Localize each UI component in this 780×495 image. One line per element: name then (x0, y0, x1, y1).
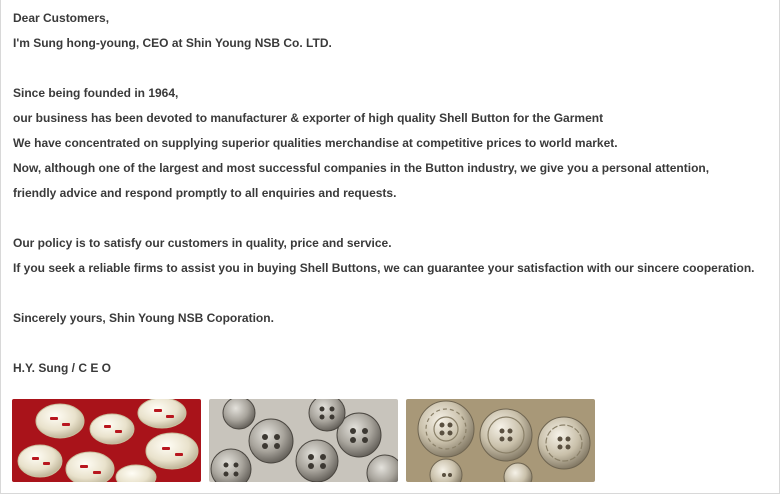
shell-button-photo-carved (406, 399, 595, 482)
intro-line: I'm Sung hong-young, CEO at Shin Young NSB Co. LTD. (13, 36, 332, 50)
blank-line (13, 56, 773, 81)
button-photo-gallery (12, 399, 595, 482)
signature: H.Y. Sung / C E O (13, 361, 112, 375)
blank-line (13, 281, 773, 306)
shell-button-photo-grey (209, 399, 398, 482)
paragraph-line: Since being founded in 1964, (13, 86, 179, 100)
paragraph-line: We have concentrated on supplying superior qualities merchandise at competitive prices to world market. (13, 136, 618, 150)
paragraph-line: Now, although one of the largest and most successful companies in the Button industry, we give you a personal attention, (13, 161, 710, 175)
salutation: Dear Customers, (13, 11, 110, 25)
paragraph-line: our business has been devoted to manufacturer & exporter of high quality Shell Button for the Garment (13, 111, 604, 125)
blank-line (13, 206, 773, 231)
shell-button-photo-red (12, 399, 201, 482)
paragraph-line: Our policy is to satisfy our customers in quality, price and service. (13, 236, 392, 250)
closing: Sincerely yours, Shin Young NSB Coporation. (13, 311, 274, 325)
ceo-letter (13, 6, 773, 381)
blank-line (13, 331, 773, 356)
paragraph-line: friendly advice and respond promptly to all enquiries and requests. (13, 186, 397, 200)
paragraph-line: If you seek a reliable firms to assist you in buying Shell Buttons, we can guarantee your satisfaction with our sincere cooperation. (13, 261, 755, 275)
